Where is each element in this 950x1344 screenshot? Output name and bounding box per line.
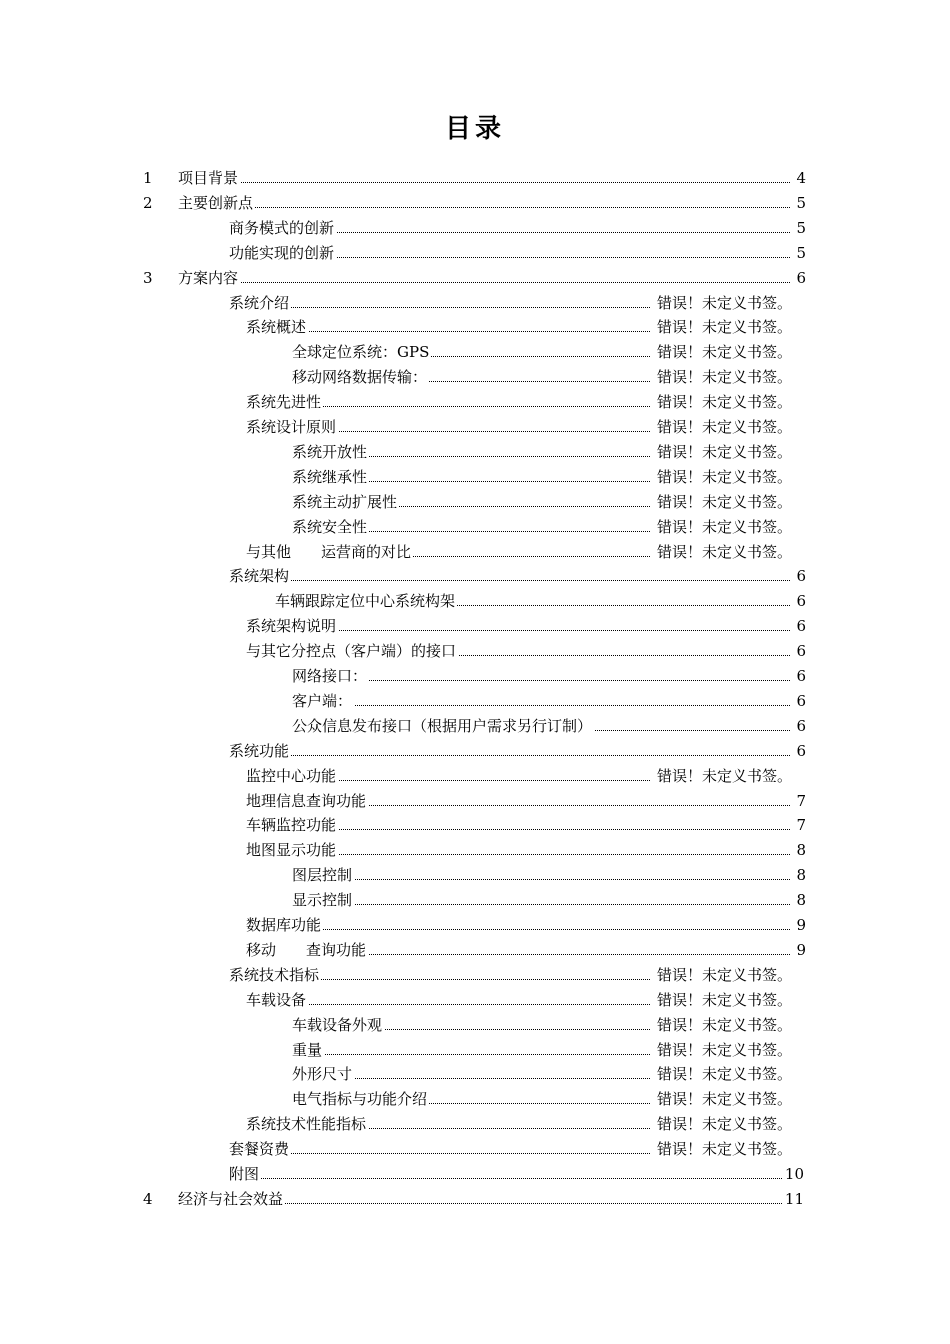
- toc-entry-label: 系统先进性: [246, 390, 323, 415]
- toc-entry-label: 项目背景: [178, 166, 240, 191]
- toc-entry-label: 图层控制: [292, 863, 354, 888]
- toc-entry-label: 系统技术指标: [229, 963, 321, 988]
- toc-entry[interactable]: [0, 315, 950, 340]
- toc-leader-dots: [292, 705, 790, 706]
- toc-entry[interactable]: [0, 340, 950, 365]
- toc-entry[interactable]: [0, 1187, 950, 1212]
- toc-entry-page: 错误！未定义书签。: [655, 1112, 792, 1137]
- toc-entry-page: 8: [794, 888, 806, 913]
- toc-entry-label: 移动网络数据传输：: [292, 365, 429, 390]
- toc-leader-dots: [292, 879, 790, 880]
- toc-entry-label: 车辆监控功能: [246, 813, 338, 838]
- toc-entry-label: 外形尺寸: [292, 1062, 354, 1087]
- toc-entry-label: 系统架构: [229, 564, 291, 589]
- toc-entry-page: 错误！未定义书签。: [655, 515, 792, 540]
- toc-entry[interactable]: [0, 440, 950, 465]
- toc-entry[interactable]: [0, 664, 950, 689]
- toc-entry-label: 附图: [229, 1162, 261, 1187]
- toc-entry-label: 监控中心功能: [246, 764, 338, 789]
- toc-entry-page: 6: [794, 689, 806, 714]
- toc-entry-page: 错误！未定义书签。: [655, 340, 792, 365]
- toc-entry-page: 错误！未定义书签。: [655, 465, 792, 490]
- toc-entry[interactable]: [0, 739, 950, 764]
- toc-leader-dots: [178, 182, 790, 183]
- toc-entry-page: 错误！未定义书签。: [655, 440, 792, 465]
- toc-entry-label: 客户端：: [292, 689, 354, 714]
- toc-entry-number: 1: [143, 169, 153, 187]
- toc-entry-page: 错误！未定义书签。: [655, 1062, 792, 1087]
- toc-entry-page: 错误！未定义书签。: [655, 1038, 792, 1063]
- toc-entry-page: 6: [794, 714, 806, 739]
- toc-entry[interactable]: [0, 465, 950, 490]
- toc-entry-label: 系统主动扩展性: [292, 490, 399, 515]
- toc-entry-label: 重量: [292, 1038, 324, 1063]
- toc-leader-dots: [292, 904, 790, 905]
- toc-entry-page: 6: [794, 614, 806, 639]
- toc-entry[interactable]: [0, 938, 950, 963]
- toc-entry-label: 车载设备: [246, 988, 308, 1013]
- toc-entry[interactable]: [0, 540, 950, 565]
- toc-entry-page: 错误！未定义书签。: [655, 291, 792, 316]
- toc-entry-page: 错误！未定义书签。: [655, 963, 792, 988]
- toc-entry[interactable]: [0, 913, 950, 938]
- toc-entry[interactable]: [0, 216, 950, 241]
- toc-entry[interactable]: [0, 863, 950, 888]
- toc-entry-number: 3: [143, 268, 153, 287]
- toc-entry[interactable]: [0, 639, 950, 664]
- toc-entry[interactable]: [0, 291, 950, 316]
- toc-entry-page: 8: [794, 863, 806, 888]
- toc-entry-page: 5: [794, 241, 806, 266]
- toc-entry[interactable]: [0, 564, 950, 589]
- toc-entry-label: 系统概述: [246, 315, 308, 340]
- toc-entry[interactable]: [0, 241, 950, 266]
- toc-entry[interactable]: [0, 963, 950, 988]
- toc-entry[interactable]: [0, 988, 950, 1013]
- toc-entry-page: 8: [794, 838, 806, 863]
- toc-entry[interactable]: [0, 390, 950, 415]
- toc-entry[interactable]: [0, 813, 950, 838]
- toc-entry-label: 主要创新点: [178, 191, 255, 216]
- toc-entry-page: 7: [794, 813, 806, 838]
- toc-entry[interactable]: [0, 888, 950, 913]
- toc-entry-label: 车辆跟踪定位中心系统构架: [275, 589, 457, 614]
- toc-entry-page: 错误！未定义书签。: [655, 365, 792, 390]
- toc-entry-page: 6: [794, 664, 806, 689]
- toc-entry-label: 数据库功能: [246, 913, 323, 938]
- toc-leader-dots: [246, 929, 790, 930]
- toc-entry-label: 车载设备外观: [292, 1013, 384, 1038]
- toc-entry-page: 6: [794, 564, 806, 589]
- toc-leader-dots: [178, 207, 790, 208]
- toc-entry-label: 全球定位系统：GPS: [292, 340, 431, 365]
- toc-entry[interactable]: [0, 689, 950, 714]
- toc-entry-label: 系统设计原则: [246, 415, 338, 440]
- toc-entry-page: 错误！未定义书签。: [655, 315, 792, 340]
- toc-entry[interactable]: [0, 1013, 950, 1038]
- toc-entry-page: 错误！未定义书签。: [655, 764, 792, 789]
- toc-entry[interactable]: [0, 838, 950, 863]
- toc-entry-label: 公众信息发布接口（根据用户需求另行订制）: [292, 714, 594, 739]
- toc-leader-dots: [229, 580, 790, 581]
- toc-entry[interactable]: [0, 764, 950, 789]
- toc-entry-label: 商务模式的创新: [229, 216, 336, 241]
- toc-entry-page: 6: [794, 639, 806, 664]
- toc-entry[interactable]: [0, 789, 950, 814]
- toc-entry-label: 地图显示功能: [246, 838, 338, 863]
- toc-entry-page: 错误！未定义书签。: [655, 490, 792, 515]
- toc-entry-label: 方案内容: [178, 266, 240, 291]
- toc-leader-dots: [229, 1178, 782, 1179]
- toc-entry-label: 套餐资费: [229, 1137, 291, 1162]
- toc-entry[interactable]: [0, 1137, 950, 1162]
- toc-entry-label: 网络接口：: [292, 664, 369, 689]
- toc-entry-page: 5: [794, 216, 806, 241]
- toc-entry-number: 2: [143, 193, 153, 212]
- toc-entry-page: 错误！未定义书签。: [655, 540, 792, 565]
- toc-leader-dots: [229, 307, 650, 308]
- toc-entry-label: 系统架构说明: [246, 614, 338, 639]
- toc-leader-dots: [229, 755, 790, 756]
- toc-entry[interactable]: [0, 166, 950, 191]
- toc-entry[interactable]: [0, 714, 950, 739]
- toc-entry-page: 4: [794, 166, 806, 191]
- toc-entry-label: 与其它分控点（客户端）的接口: [246, 639, 458, 664]
- toc-entry[interactable]: [0, 1062, 950, 1087]
- toc-entry-label: 地理信息查询功能: [246, 789, 368, 814]
- toc-entry[interactable]: [0, 614, 950, 639]
- toc-entry[interactable]: [0, 415, 950, 440]
- toc-entry-label: 功能实现的创新: [229, 241, 336, 266]
- toc-entry[interactable]: [0, 1162, 950, 1187]
- toc-entry[interactable]: [0, 589, 950, 614]
- toc-entry-label: 系统技术性能指标: [246, 1112, 368, 1137]
- toc-entry-page: 7: [794, 789, 806, 814]
- toc-entry-page: 6: [794, 266, 806, 291]
- toc-entry-page: 错误！未定义书签。: [655, 1013, 792, 1038]
- toc-entry-page: 错误！未定义书签。: [655, 390, 792, 415]
- toc-entry-page: 11: [783, 1187, 804, 1212]
- toc-entry-page: 错误！未定义书签。: [655, 1087, 792, 1112]
- toc-entry-number: 4: [143, 1189, 153, 1208]
- toc-entry-label: 系统开放性: [292, 440, 369, 465]
- toc-entry-label: 电气指标与功能介绍: [292, 1087, 429, 1112]
- toc-entry-page: 错误！未定义书签。: [655, 1137, 792, 1162]
- toc-entry[interactable]: [0, 1112, 950, 1137]
- toc-entry-label: 系统安全性: [292, 515, 369, 540]
- toc-entry-page: 9: [794, 938, 806, 963]
- toc-leader-dots: [229, 1153, 650, 1154]
- toc-entry-label: 移动 查询功能: [246, 938, 368, 963]
- toc-title: 目录: [444, 114, 505, 144]
- toc-entry-page: 10: [783, 1162, 804, 1187]
- toc-entry[interactable]: [0, 490, 950, 515]
- toc-entry-label: 与其他 运营商的对比: [246, 540, 413, 565]
- toc-entry[interactable]: [0, 1038, 950, 1063]
- toc-entry[interactable]: [0, 515, 950, 540]
- toc-leader-dots: [178, 282, 790, 283]
- toc-entry-label: 系统介绍: [229, 291, 291, 316]
- toc-entry[interactable]: [0, 1087, 950, 1112]
- toc-entry[interactable]: [0, 191, 950, 216]
- toc-entry[interactable]: [0, 266, 950, 291]
- toc-entry[interactable]: [0, 365, 950, 390]
- toc-leader-dots: [292, 1054, 650, 1055]
- toc-entry-label: 系统功能: [229, 739, 291, 764]
- toc-entry-page: 错误！未定义书签。: [655, 988, 792, 1013]
- toc-entry-page: 错误！未定义书签。: [655, 415, 792, 440]
- toc-entry-page: 6: [794, 589, 806, 614]
- toc-entry-label: 经济与社会效益: [178, 1187, 285, 1212]
- toc-entry-page: 9: [794, 913, 806, 938]
- toc-entry-label: 系统继承性: [292, 465, 369, 490]
- toc-entry-page: 6: [794, 739, 806, 764]
- toc-entry-label: 显示控制: [292, 888, 354, 913]
- toc-entry-page: 5: [794, 191, 806, 216]
